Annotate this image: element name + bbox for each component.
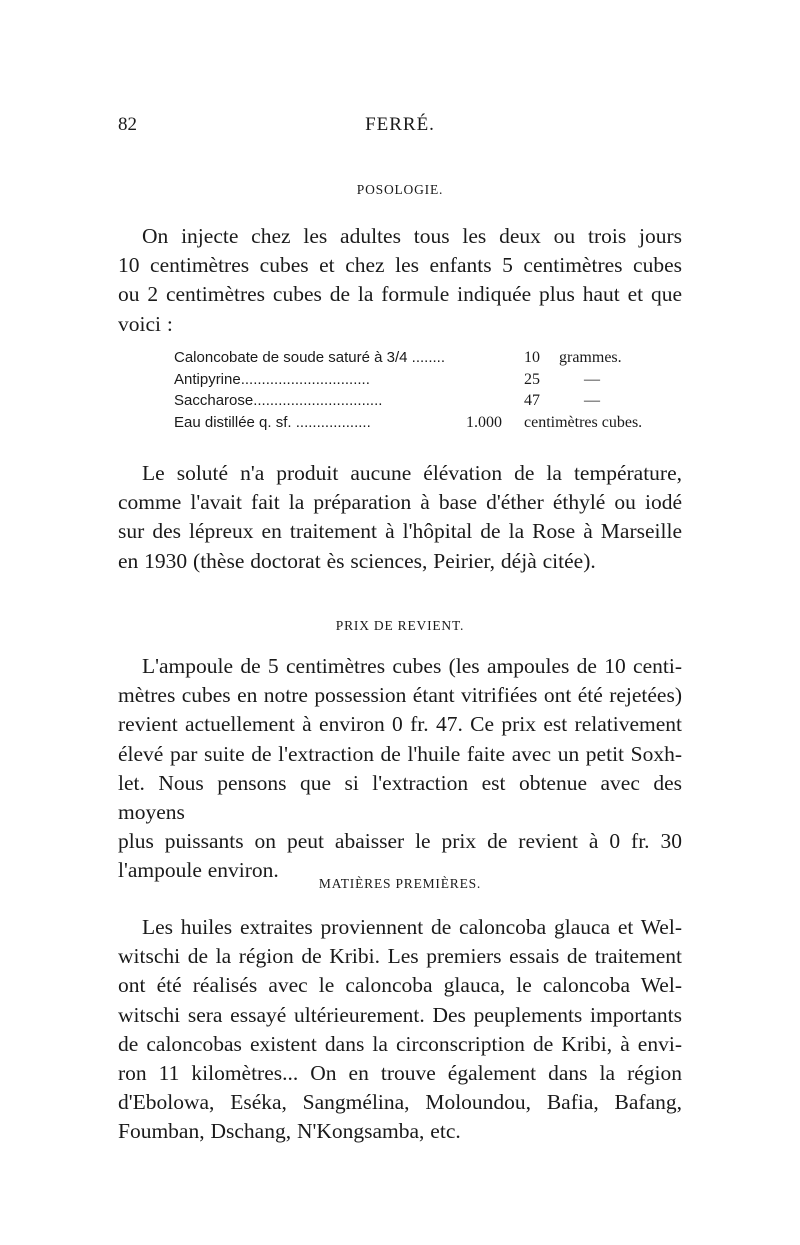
formula-quantity: 10	[524, 349, 540, 366]
section-title-posologie: POSOLOGIE.	[356, 182, 444, 197]
formula-ingredient: Saccharose...............................	[174, 392, 383, 409]
text-line: On injecte chez les adultes tous les deux ou trois jours	[142, 224, 682, 248]
formula-row	[174, 412, 674, 434]
running-head: FERRÉ.	[365, 114, 435, 135]
text-line: ont été réalisés avec le caloncoba glauca, le caloncoba Wel-	[118, 973, 682, 998]
page-number: 82	[118, 114, 137, 135]
formula-ingredient: Antipyrine...............................	[174, 370, 370, 388]
formula-row	[174, 347, 674, 369]
text-line: d'Ebolowa, Eséka, Sangmélina, Moloundou, Bafia, Bafang,	[118, 1090, 682, 1115]
prix-paragraph	[118, 652, 682, 886]
text-line: comme l'avait fait la préparation à base d'éther éthylé ou iodé	[118, 490, 682, 515]
formula-quantity: 25	[524, 370, 540, 388]
text-line: voici :	[118, 311, 173, 336]
text-line: ron 11 kilomètres... On en trouve également dans la région	[118, 1061, 682, 1086]
formula-unit: centimètres cubes.	[524, 413, 643, 431]
text-line: ou 2 centimètres cubes de la formule indiquée plus haut et que	[118, 282, 682, 307]
text-line: Foumban, Dschang, N'Kongsamba, etc.	[118, 1119, 461, 1144]
text-line: en 1930 (thèse doctorat ès sciences, Peirier, déjà citée).	[118, 548, 596, 573]
formula-ingredient: Eau distillée q. sf. ..................	[174, 413, 371, 431]
text-line: witschi sera essayé ultérieurement. Des peuplements importants	[118, 1002, 682, 1027]
text-line: L'ampoule de 5 centimètres cubes (les ampoules de 10 centi-	[142, 654, 682, 678]
text-line: sur des lépreux en traitement à l'hôpital de la Rose à Marseille	[118, 519, 682, 544]
formula-quantity: 47	[524, 392, 540, 409]
text-line: witschi de la région de Kribi. Les premiers essais de traitement	[118, 944, 682, 969]
text-line: plus puissants on peut abaisser le prix de revient à 0 fr. 30	[118, 829, 682, 854]
text-line: Les huiles extraites proviennent de caloncoba glauca et Wel-	[142, 915, 682, 939]
text-line: 10 centimètres cubes et chez les enfants 5 centimètres cubes	[118, 253, 682, 278]
formula-unit: —	[584, 392, 600, 409]
formula-unit: grammes.	[559, 349, 622, 366]
formula-unit: —	[584, 370, 600, 388]
formula-row	[174, 390, 674, 412]
section-title-matieres-premieres: MATIÈRES PREMIÈRES.	[318, 876, 482, 891]
formula-table	[174, 347, 674, 433]
page-header	[118, 114, 682, 138]
formula-quantity: 1.000	[466, 413, 502, 431]
text-line: l'ampoule environ.	[118, 858, 279, 883]
text-line: de caloncobas existent dans la circonscription de Kribi, à envi-	[118, 1031, 682, 1056]
section-title-prix-de-revient: PRIX DE REVIENT.	[335, 618, 465, 633]
text-line: revient actuellement à environ 0 fr. 47. Ce prix est relativement	[118, 712, 682, 737]
text-line: Le soluté n'a produit aucune élévation de la température,	[142, 461, 682, 485]
posologie-intro-paragraph	[118, 222, 682, 339]
formula-ingredient: Caloncobate de soude saturé à 3/4 ........	[174, 349, 446, 366]
text-line: élevé par suite de l'extraction de l'huile faite avec un petit Soxh-	[118, 741, 682, 766]
text-line: let. Nous pensons que si l'extraction est obtenue avec des moyens	[118, 770, 682, 825]
posologie-result-paragraph	[118, 459, 682, 576]
formula-row	[174, 369, 674, 391]
text-line: mètres cubes en notre possession étant vitrifiées ont été rejetées)	[118, 683, 682, 708]
matieres-paragraph	[118, 913, 682, 1147]
